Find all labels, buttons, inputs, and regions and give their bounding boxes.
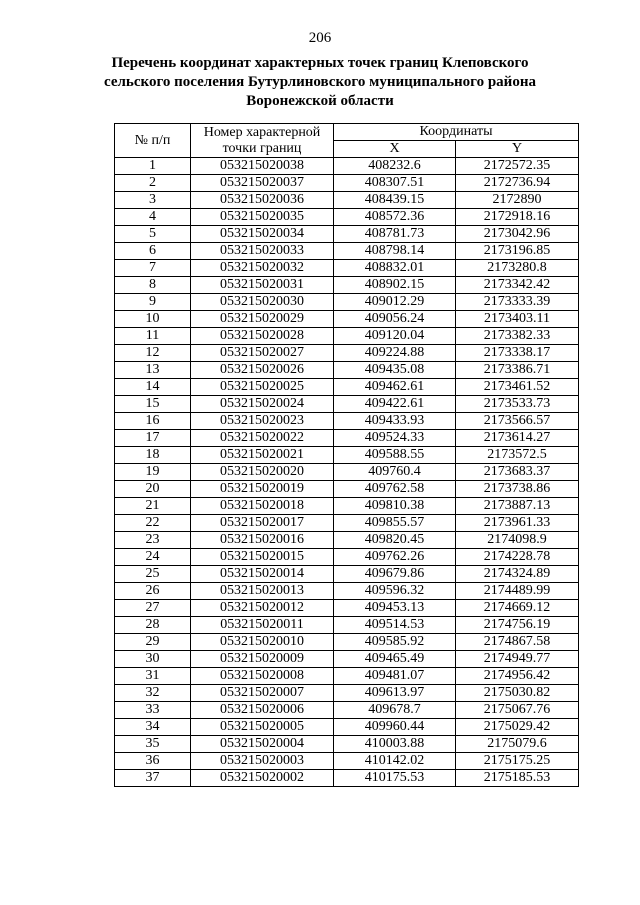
cell-y: 2173042.96 [456,226,579,243]
header-x: X [334,141,456,158]
cell-number: 18 [115,447,191,464]
header-y: Y [456,141,579,158]
cell-x: 409762.58 [334,481,456,498]
cell-x: 409120.04 [334,328,456,345]
cell-x: 409762.26 [334,549,456,566]
cell-number: 11 [115,328,191,345]
cell-number: 9 [115,294,191,311]
cell-x: 409760.4 [334,464,456,481]
title-line-2: сельского поселения Бутурлиновского муниципального района [104,74,536,90]
cell-number: 5 [115,226,191,243]
table-row [115,328,579,345]
cell-number: 13 [115,362,191,379]
cell-x: 409678.7 [334,702,456,719]
cell-x: 409453.13 [334,600,456,617]
table-row [115,702,579,719]
cell-point-number: 053215020023 [191,413,334,430]
cell-y: 2173342.42 [456,277,579,294]
table-row [115,634,579,651]
cell-y: 2172572.35 [456,158,579,175]
cell-point-number: 053215020003 [191,753,334,770]
cell-point-number: 053215020036 [191,192,334,209]
cell-x: 409465.49 [334,651,456,668]
cell-point-number: 053215020002 [191,770,334,787]
cell-x: 409820.45 [334,532,456,549]
cell-y: 2173738.86 [456,481,579,498]
header-number: № п/п [115,124,191,158]
cell-point-number: 053215020013 [191,583,334,600]
cell-x: 409224.88 [334,345,456,362]
table-row [115,736,579,753]
cell-point-number: 053215020010 [191,634,334,651]
cell-point-number: 053215020005 [191,719,334,736]
table-row [115,158,579,175]
table-row [115,260,579,277]
cell-x: 408439.15 [334,192,456,209]
cell-x: 409422.61 [334,396,456,413]
cell-number: 10 [115,311,191,328]
cell-y: 2173887.13 [456,498,579,515]
cell-point-number: 053215020007 [191,685,334,702]
cell-x: 409585.92 [334,634,456,651]
table-row [115,566,579,583]
cell-number: 3 [115,192,191,209]
cell-y: 2174867.58 [456,634,579,651]
cell-point-number: 053215020037 [191,175,334,192]
cell-x: 409433.93 [334,413,456,430]
cell-point-number: 053215020020 [191,464,334,481]
table-row [115,209,579,226]
title-line-3: Воронежской области [246,93,394,109]
cell-point-number: 053215020014 [191,566,334,583]
cell-y: 2173572.5 [456,447,579,464]
cell-point-number: 053215020025 [191,379,334,396]
cell-number: 6 [115,243,191,260]
cell-number: 14 [115,379,191,396]
table-row [115,464,579,481]
cell-y: 2174756.19 [456,617,579,634]
cell-point-number: 053215020027 [191,345,334,362]
page-number: 206 [308,30,332,46]
table-row [115,498,579,515]
cell-y: 2174949.77 [456,651,579,668]
cell-number: 16 [115,413,191,430]
cell-number: 15 [115,396,191,413]
cell-point-number: 053215020016 [191,532,334,549]
cell-y: 2174669.12 [456,600,579,617]
cell-x: 409435.08 [334,362,456,379]
cell-x: 409012.29 [334,294,456,311]
cell-number: 7 [115,260,191,277]
table-row [115,311,579,328]
table-row [115,447,579,464]
cell-x: 409588.55 [334,447,456,464]
table-row [115,600,579,617]
cell-number: 2 [115,175,191,192]
cell-x: 409524.33 [334,430,456,447]
cell-number: 20 [115,481,191,498]
cell-point-number: 053215020009 [191,651,334,668]
cell-number: 26 [115,583,191,600]
cell-point-number: 053215020038 [191,158,334,175]
cell-number: 24 [115,549,191,566]
table-row [115,243,579,260]
coordinates-table [114,123,579,787]
table-row [115,770,579,787]
cell-y: 2173382.33 [456,328,579,345]
cell-number: 21 [115,498,191,515]
cell-y: 2173403.11 [456,311,579,328]
cell-point-number: 053215020029 [191,311,334,328]
cell-y: 2173461.52 [456,379,579,396]
table-row [115,617,579,634]
cell-number: 12 [115,345,191,362]
cell-y: 2175175.25 [456,753,579,770]
table-row [115,532,579,549]
cell-x: 409514.53 [334,617,456,634]
cell-y: 2175185.53 [456,770,579,787]
table-row [115,175,579,192]
cell-point-number: 053215020004 [191,736,334,753]
cell-point-number: 053215020028 [191,328,334,345]
table-row [115,583,579,600]
cell-number: 34 [115,719,191,736]
cell-x: 409056.24 [334,311,456,328]
cell-number: 4 [115,209,191,226]
cell-x: 409596.32 [334,583,456,600]
table-row [115,226,579,243]
cell-point-number: 053215020019 [191,481,334,498]
cell-x: 408902.15 [334,277,456,294]
table-row [115,668,579,685]
cell-x: 410142.02 [334,753,456,770]
cell-y: 2172918.16 [456,209,579,226]
cell-point-number: 053215020035 [191,209,334,226]
header-point-line-2: точки границ [222,140,302,156]
cell-y: 2172890 [456,192,579,209]
cell-y: 2174489.99 [456,583,579,600]
cell-y: 2173386.71 [456,362,579,379]
table-row [115,277,579,294]
cell-point-number: 053215020011 [191,617,334,634]
cell-x: 408307.51 [334,175,456,192]
table-row [115,685,579,702]
table-row [115,719,579,736]
cell-x: 409481.07 [334,668,456,685]
cell-y: 2173533.73 [456,396,579,413]
cell-y: 2173196.85 [456,243,579,260]
cell-number: 31 [115,668,191,685]
cell-y: 2174228.78 [456,549,579,566]
cell-number: 37 [115,770,191,787]
cell-point-number: 053215020008 [191,668,334,685]
cell-y: 2174956.42 [456,668,579,685]
cell-number: 30 [115,651,191,668]
cell-x: 410175.53 [334,770,456,787]
header-coordinates: Координаты [334,124,579,141]
cell-number: 29 [115,634,191,651]
document-title [80,54,560,111]
cell-y: 2173566.57 [456,413,579,430]
cell-number: 35 [115,736,191,753]
cell-y: 2175029.42 [456,719,579,736]
table-row [115,753,579,770]
table-row [115,379,579,396]
table-row [115,362,579,379]
cell-y: 2173338.17 [456,345,579,362]
table-row [115,345,579,362]
header-point-line-1: Номер характерной [203,124,321,140]
table-row [115,192,579,209]
table-row [115,294,579,311]
cell-y: 2174098.9 [456,532,579,549]
cell-number: 27 [115,600,191,617]
table-row [115,651,579,668]
cell-point-number: 053215020015 [191,549,334,566]
title-line-1: Перечень координат характерных точек границ Клеповского [111,55,529,71]
cell-point-number: 053215020033 [191,243,334,260]
cell-y: 2173614.27 [456,430,579,447]
cell-x: 408781.73 [334,226,456,243]
cell-x: 409810.38 [334,498,456,515]
cell-y: 2174324.89 [456,566,579,583]
cell-point-number: 053215020017 [191,515,334,532]
cell-x: 409855.57 [334,515,456,532]
table-row [115,515,579,532]
cell-number: 32 [115,685,191,702]
cell-point-number: 053215020024 [191,396,334,413]
cell-point-number: 053215020022 [191,430,334,447]
cell-number: 28 [115,617,191,634]
cell-x: 408572.36 [334,209,456,226]
cell-number: 33 [115,702,191,719]
cell-y: 2173280.8 [456,260,579,277]
cell-point-number: 053215020012 [191,600,334,617]
table-row [115,481,579,498]
cell-number: 19 [115,464,191,481]
cell-y: 2173333.39 [456,294,579,311]
table-body [115,158,579,787]
cell-y: 2173683.37 [456,464,579,481]
table-row [115,413,579,430]
table-row [115,549,579,566]
cell-number: 36 [115,753,191,770]
cell-x: 409960.44 [334,719,456,736]
cell-x: 409462.61 [334,379,456,396]
cell-point-number: 053215020006 [191,702,334,719]
cell-y: 2172736.94 [456,175,579,192]
cell-number: 8 [115,277,191,294]
cell-y: 2175067.76 [456,702,579,719]
cell-y: 2175079.6 [456,736,579,753]
table-row [115,396,579,413]
cell-number: 22 [115,515,191,532]
cell-point-number: 053215020034 [191,226,334,243]
cell-number: 17 [115,430,191,447]
cell-number: 23 [115,532,191,549]
cell-point-number: 053215020026 [191,362,334,379]
cell-x: 408232.6 [334,158,456,175]
cell-y: 2175030.82 [456,685,579,702]
cell-x: 409679.86 [334,566,456,583]
cell-point-number: 053215020018 [191,498,334,515]
cell-x: 408832.01 [334,260,456,277]
header-point-number [191,124,334,158]
cell-point-number: 053215020031 [191,277,334,294]
table-header [115,124,579,158]
cell-x: 409613.97 [334,685,456,702]
cell-number: 25 [115,566,191,583]
cell-point-number: 053215020021 [191,447,334,464]
cell-number: 1 [115,158,191,175]
table-row [115,430,579,447]
cell-point-number: 053215020032 [191,260,334,277]
cell-point-number: 053215020030 [191,294,334,311]
cell-x: 408798.14 [334,243,456,260]
cell-y: 2173961.33 [456,515,579,532]
cell-x: 410003.88 [334,736,456,753]
